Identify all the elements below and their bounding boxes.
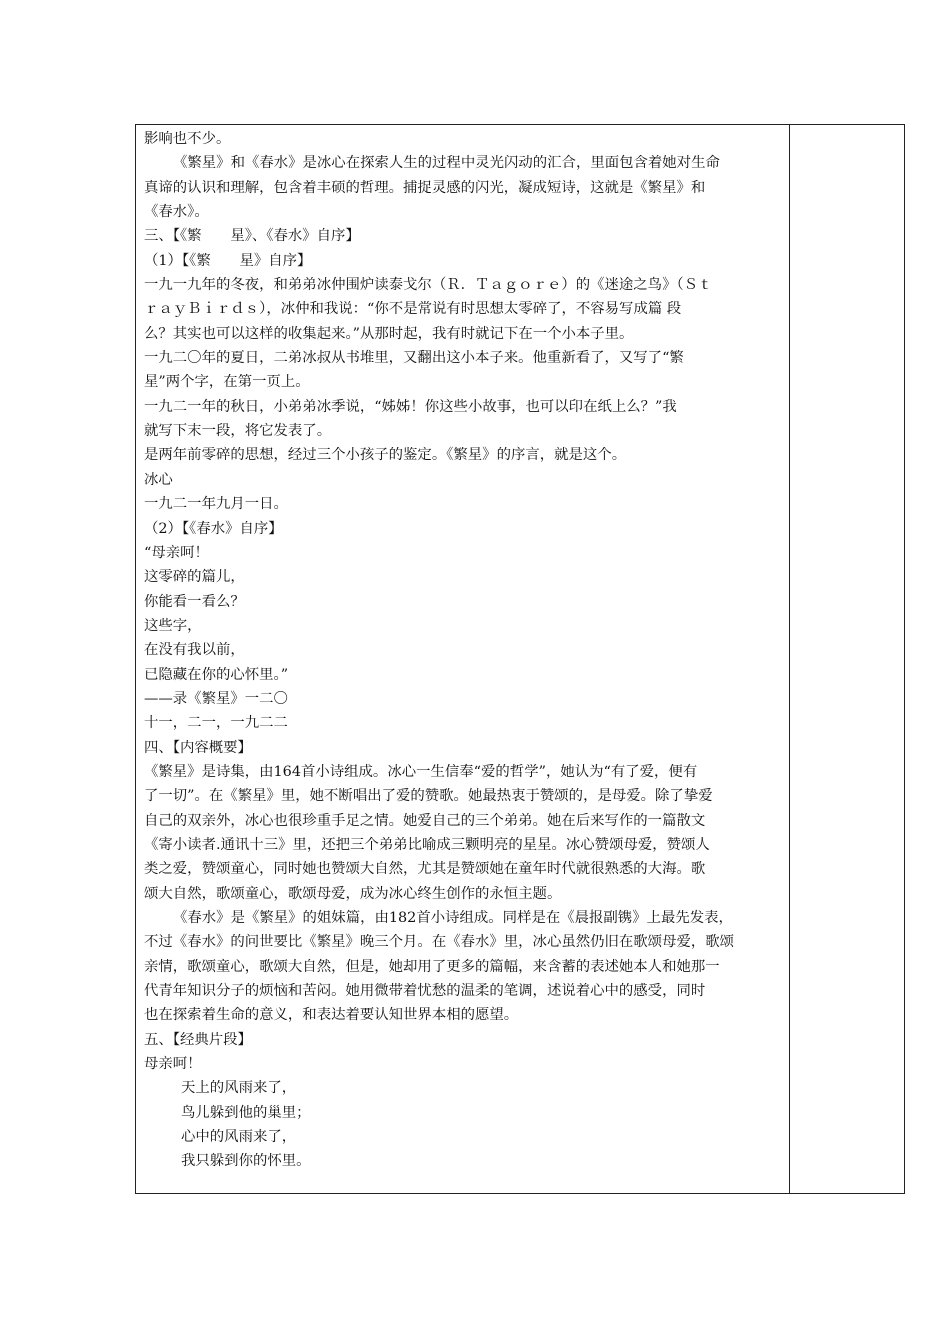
text-line: 《寄小读者.通讯十三》里，还把三个弟弟比喻成三颗明亮的星星。冰心赞颂母爱，赞颂人 [144, 836, 710, 853]
text-line: 一九二一年的秋日，小弟弟冰季说，“姊姊！你这些小故事，也可以印在纸上么？”我 [144, 398, 677, 415]
text-line: 《繁星》是诗集，由164首小诗组成。冰心一生信奉“爱的哲学”，她认为“有了爱，便有 [144, 763, 698, 780]
text-line: 心中的风雨来了， [181, 1129, 297, 1146]
text-line: 么？其实也可以这样的收集起来。”从那时起，我有时就记下在一个小本子里。 [144, 325, 634, 342]
text-line: （2）【《春水》自序】 [144, 520, 283, 537]
text-line: ——录《繁星》一二〇 [144, 690, 288, 707]
text-line: 冰心 [144, 471, 173, 488]
text-line: 星”两个字，在第一页上。 [144, 374, 310, 391]
text-line: 已隐藏在你的心怀里。” [144, 666, 289, 683]
text-line: ｒａｙＢｉｒｄｓ），冰仲和我说：“你不是常说有时思想太零碎了，不容易写成篇 段 [144, 301, 682, 318]
text-line: 《繁星》和《春水》是冰心在探索人生的过程中灵光闪动的汇合，里面包含着她对生命 [173, 155, 720, 172]
text-line: 鸟儿躲到他的巢里； [181, 1104, 311, 1121]
text-line: 代青年知识分子的烦恼和苦闷。她用微带着忧愁的温柔的笔调，述说着心中的感受，同时 [144, 983, 706, 1000]
text-line: 一九二〇年的夏日，二弟冰叔从书堆里，又翻出这小本子来。他重新看了，又写了“繁 [144, 350, 684, 367]
text-line: 自己的双亲外，冰心也很珍重手足之情。她爱自己的三个弟弟。她在后来写作的一篇散文 [144, 812, 706, 829]
text-line: 影响也不少。 [144, 131, 231, 147]
text-line: 十一，二一，一九二二 [144, 715, 288, 732]
text-line: 这零碎的篇儿， [144, 569, 245, 586]
text-line: 母亲呵！ [144, 1056, 202, 1073]
text-line: 这些字， [144, 617, 202, 634]
text-line: 四、【内容概要】 [144, 739, 252, 756]
document-table [135, 124, 905, 1194]
text-cell [144, 127, 784, 1174]
text-line: 也在探索着生命的意义，和表达着要认知世界本相的愿望。 [144, 1007, 519, 1024]
text-line: “母亲呵！ [144, 544, 209, 561]
text-line: 不过《春水》的问世要比《繁星》晚三个月。在《春水》里，冰心虽然仍旧在歌颂母爱，歌颂 [144, 934, 735, 951]
text-line: 你能看一看么？ [144, 593, 245, 610]
text-line: 在没有我以前， [144, 642, 245, 659]
text-line: 天上的风雨来了， [181, 1080, 297, 1097]
text-line: 《春水》。 [144, 204, 209, 221]
text-line: 一九一九年的冬夜，和弟弟冰仲围炉读泰戈尔（Ｒ．Ｔａｇｏｒｅ）的《迷途之鸟》（Ｓｔ [144, 277, 713, 294]
text-line: 就写下末一段，将它发表了。 [144, 423, 332, 440]
text-line: 三、【《繁 星》、《春水》自序】 [144, 228, 360, 245]
text-line: 真谛的认识和理解，包含着丰硕的哲理。捕捉灵感的闪光，凝成短诗，这就是《繁星》和 [144, 179, 706, 196]
text-line: 类之爱，赞颂童心，同时她也赞颂大自然，尤其是赞颂她在童年时代就很熟悉的大海。歌 [144, 861, 706, 878]
text-line: 了一切”。在《繁星》里，她不断唱出了爱的赞歌。她最热衷于赞颂的，是母爱。除了挚爱 [144, 788, 713, 805]
text-line: 亲情，歌颂童心，歌颂大自然，但是，她却用了更多的篇幅，来含蓄的表述她本人和她那一 [144, 958, 720, 975]
text-line: 我只躲到你的怀里。 [181, 1153, 311, 1170]
text-line: 《春水》是《繁星》的姐妹篇，由182首小诗组成。同样是在《晨报副镌》上最先发表， [173, 910, 733, 926]
text-line: 五、【经典片段】 [144, 1031, 252, 1048]
text-line: 颂大自然，歌颂童心，歌颂母爱，成为冰心终生创作的永恒主题。 [144, 885, 562, 902]
text-line: （1）【《繁 星》自序】 [144, 252, 312, 269]
column-divider [789, 125, 790, 1193]
text-line: 一九二一年九月一日。 [144, 496, 288, 513]
text-line: 是两年前零碎的思想，经过三个小孩子的鉴定。《繁星》的序言，就是这个。 [144, 447, 627, 464]
